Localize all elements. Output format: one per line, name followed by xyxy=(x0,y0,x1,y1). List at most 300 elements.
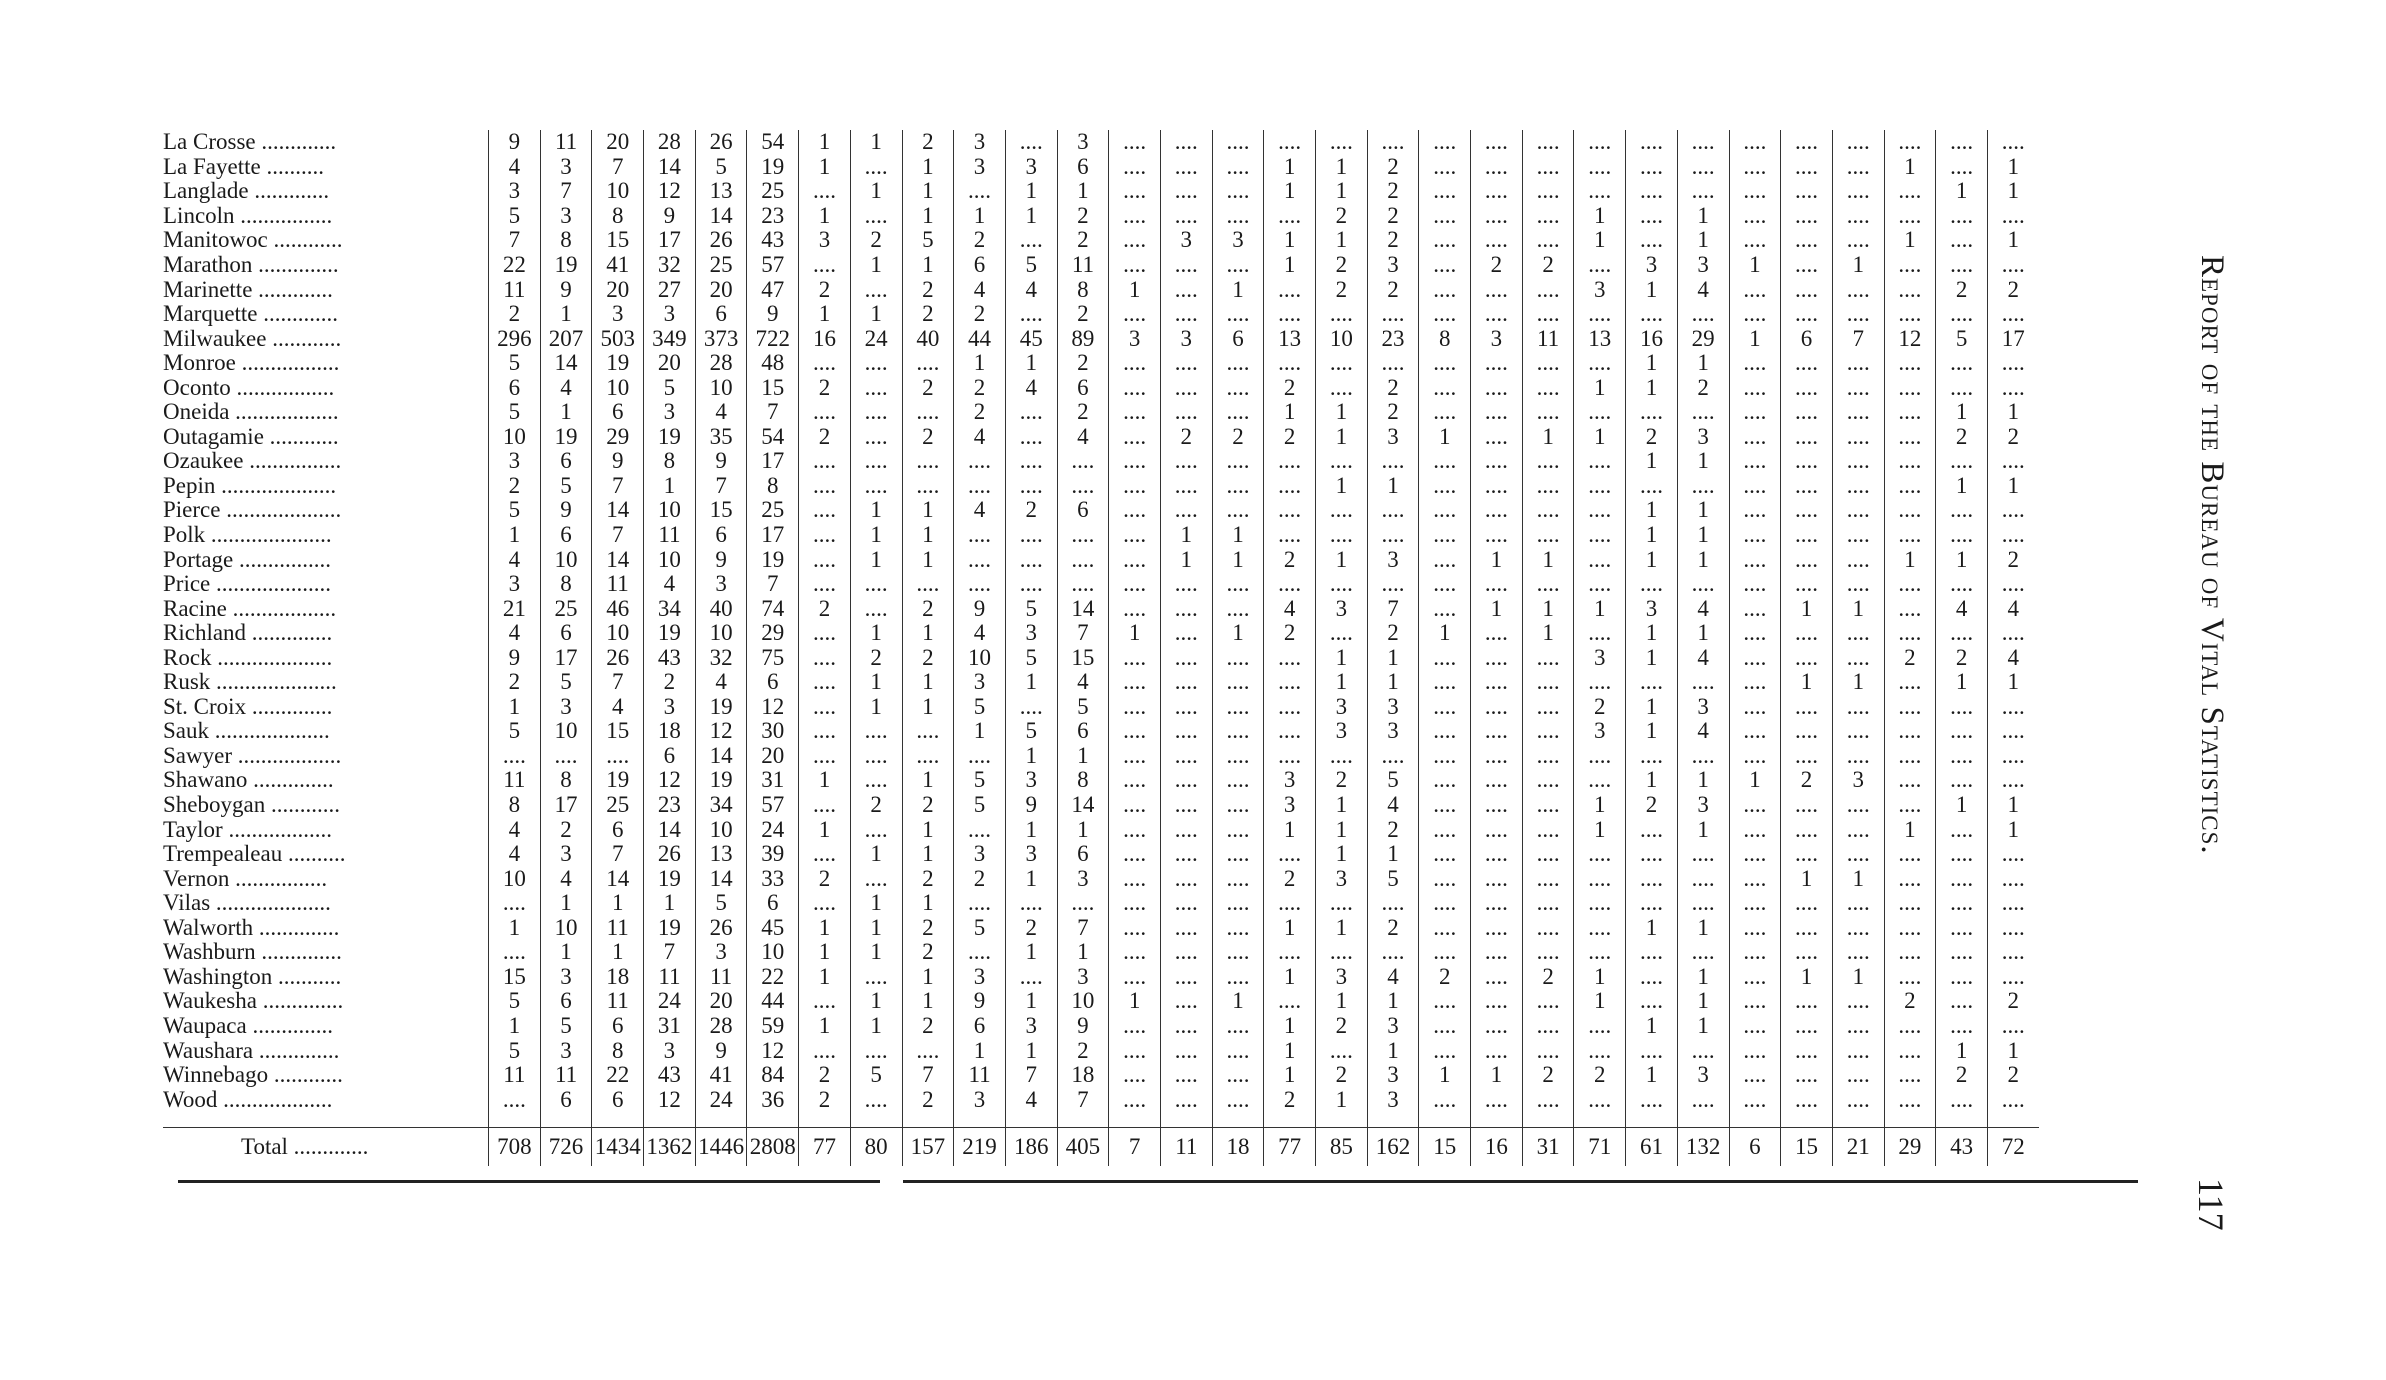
table-cell: .... xyxy=(1884,572,1936,597)
table-cell: 2 xyxy=(1005,916,1057,941)
table-cell: .... xyxy=(1419,1014,1471,1039)
table-cell: .... xyxy=(1471,842,1523,867)
table-cell: .... xyxy=(1729,425,1781,450)
table-cell: 11 xyxy=(1522,326,1574,351)
table-cell: .... xyxy=(1419,547,1471,572)
table-cell: .... xyxy=(1884,670,1936,695)
table-cell: .... xyxy=(850,768,902,793)
table-cell: .... xyxy=(1160,474,1212,499)
table-cell: .... xyxy=(1160,989,1212,1014)
table-cell: .... xyxy=(1832,842,1884,867)
table-cell: .... xyxy=(1781,891,1833,916)
table-cell: 6 xyxy=(592,400,644,425)
table-cell: 7 xyxy=(592,155,644,180)
table-cell: 1 xyxy=(1160,547,1212,572)
spacer-cell xyxy=(1316,1112,1368,1128)
table-cell: .... xyxy=(1729,744,1781,769)
table-cell: 1 xyxy=(1005,866,1057,891)
table-cell: .... xyxy=(1987,940,2038,965)
county-name: Racine .................. xyxy=(163,596,337,621)
table-cell: .... xyxy=(1522,130,1574,155)
table-cell: .... xyxy=(1109,351,1161,376)
table-cell: 3 xyxy=(540,1038,592,1063)
spacer-cell xyxy=(1626,1112,1678,1128)
table-cell: .... xyxy=(1781,425,1833,450)
table-cell: .... xyxy=(1729,891,1781,916)
table-cell: .... xyxy=(1677,572,1729,597)
table-cell: 7 xyxy=(747,400,799,425)
table-cell: .... xyxy=(1936,940,1988,965)
table-cell: .... xyxy=(1729,523,1781,548)
table-cell: .... xyxy=(1264,523,1316,548)
table-cell: 1 xyxy=(1677,965,1729,990)
table-cell: .... xyxy=(1419,768,1471,793)
table-cell: .... xyxy=(1109,916,1161,941)
table-cell: 1 xyxy=(1574,817,1626,842)
county-name: Marquette ............. xyxy=(163,301,339,327)
table-cell: .... xyxy=(1574,768,1626,793)
table-cell: .... xyxy=(1626,989,1678,1014)
table-cell: 22 xyxy=(747,965,799,990)
county-name: Portage ................ xyxy=(163,547,332,572)
table-cell: .... xyxy=(1832,449,1884,474)
table-cell: .... xyxy=(1987,965,2038,990)
table-cell: 74 xyxy=(747,596,799,621)
table-cell: .... xyxy=(1729,866,1781,891)
table-cell: .... xyxy=(1729,474,1781,499)
table-cell: .... xyxy=(1367,940,1419,965)
table-cell: .... xyxy=(1367,572,1419,597)
table-cell: 2 xyxy=(1987,547,2038,572)
table-cell: .... xyxy=(1419,719,1471,744)
table-cell: 3 xyxy=(1471,326,1523,351)
table-cell: .... xyxy=(1522,572,1574,597)
table-cell: .... xyxy=(1419,891,1471,916)
county-name: Washburn .............. xyxy=(163,940,342,965)
table-cell: .... xyxy=(1160,498,1212,523)
table-cell: 2 xyxy=(799,425,851,450)
table-cell: .... xyxy=(1160,179,1212,204)
table-cell: .... xyxy=(1160,204,1212,229)
table-cell: 1 xyxy=(1626,621,1678,646)
table-cell: 47 xyxy=(747,277,799,302)
table-cell: 1 xyxy=(1677,989,1729,1014)
table-cell: 7 xyxy=(695,474,747,499)
table-cell: 1 xyxy=(850,891,902,916)
table-cell: 3 xyxy=(644,400,696,425)
table-cell: .... xyxy=(902,449,954,474)
table-cell: 1 xyxy=(1264,1038,1316,1063)
table-cell: .... xyxy=(1729,400,1781,425)
table-cell: .... xyxy=(1419,449,1471,474)
table-cell: 19 xyxy=(695,695,747,720)
table-cell: 12 xyxy=(747,695,799,720)
table-cell: .... xyxy=(1212,719,1264,744)
table-cell: 5 xyxy=(489,498,541,523)
total-cell: 162 xyxy=(1367,1127,1419,1166)
table-cell: 1 xyxy=(1626,645,1678,670)
table-cell: .... xyxy=(1522,351,1574,376)
table-cell: .... xyxy=(1677,155,1729,180)
table-cell: 2 xyxy=(799,375,851,400)
table-cell: .... xyxy=(1884,940,1936,965)
table-cell: .... xyxy=(1264,474,1316,499)
table-cell: 1 xyxy=(1109,277,1161,302)
table-cell: .... xyxy=(1471,277,1523,302)
table-cell: .... xyxy=(1729,719,1781,744)
table-cell: 2 xyxy=(1316,768,1368,793)
county-name: Langlade ............. xyxy=(163,179,330,204)
table-cell: .... xyxy=(1160,817,1212,842)
table-cell: 19 xyxy=(644,621,696,646)
table-cell: .... xyxy=(1419,695,1471,720)
table-cell: 1 xyxy=(1936,670,1988,695)
table-cell: 1 xyxy=(1316,670,1368,695)
table-cell: .... xyxy=(1729,1063,1781,1088)
table-cell: .... xyxy=(1419,572,1471,597)
table-cell: .... xyxy=(799,989,851,1014)
table-cell: .... xyxy=(1160,670,1212,695)
table-cell: .... xyxy=(1987,842,2038,867)
table-cell: .... xyxy=(1832,351,1884,376)
table-cell: 3 xyxy=(1160,228,1212,253)
running-head: Report of the Bureau of Vital Statistics. xyxy=(2194,255,2230,855)
table-cell: .... xyxy=(1574,940,1626,965)
table-cell: 40 xyxy=(695,596,747,621)
table-cell: .... xyxy=(1574,547,1626,572)
table-cell: .... xyxy=(1264,204,1316,229)
table-cell: 1 xyxy=(799,817,851,842)
table-cell: .... xyxy=(1781,375,1833,400)
table-cell: 2 xyxy=(902,302,954,327)
table-cell: .... xyxy=(1832,375,1884,400)
table-cell: 5 xyxy=(695,155,747,180)
table-cell: 16 xyxy=(1626,326,1678,351)
table-cell: .... xyxy=(1471,1087,1523,1112)
table-cell: .... xyxy=(1471,425,1523,450)
table-cell: 2 xyxy=(1057,302,1109,327)
table-cell: 2 xyxy=(1264,866,1316,891)
table-cell: 1 xyxy=(1781,596,1833,621)
table-cell: 1 xyxy=(1264,1063,1316,1088)
table-cell: .... xyxy=(1936,866,1988,891)
table-cell: .... xyxy=(1729,1087,1781,1112)
table-cell: .... xyxy=(1471,670,1523,695)
table-cell: 2 xyxy=(1367,621,1419,646)
table-cell: .... xyxy=(1936,228,1988,253)
table-cell: 18 xyxy=(1057,1063,1109,1088)
table-cell: 1 xyxy=(902,989,954,1014)
table-cell: .... xyxy=(1781,130,1833,155)
table-row xyxy=(163,351,2039,376)
table-cell: 2 xyxy=(954,228,1006,253)
table-cell: 1 xyxy=(850,130,902,155)
table-cell: 8 xyxy=(489,793,541,818)
table-cell: 11 xyxy=(489,277,541,302)
table-cell: 19 xyxy=(592,768,644,793)
table-cell: .... xyxy=(1419,130,1471,155)
table-cell: .... xyxy=(1160,768,1212,793)
county-name: Vilas .................... xyxy=(163,890,331,916)
table-cell: 1 xyxy=(1212,621,1264,646)
spacer-cell xyxy=(1522,1112,1574,1128)
table-cell: 5 xyxy=(489,989,541,1014)
table-cell: 4 xyxy=(1264,596,1316,621)
table-cell: .... xyxy=(489,891,541,916)
table-cell: .... xyxy=(1109,965,1161,990)
table-cell: .... xyxy=(1471,1014,1523,1039)
table-cell: .... xyxy=(1419,375,1471,400)
table-cell: 3 xyxy=(954,130,1006,155)
table-cell: 6 xyxy=(695,523,747,548)
table-cell: 207 xyxy=(540,326,592,351)
table-cell: 1 xyxy=(1884,817,1936,842)
table-cell: .... xyxy=(902,400,954,425)
table-cell: 7 xyxy=(1367,596,1419,621)
spacer-cell xyxy=(644,1112,696,1128)
total-cell: 29 xyxy=(1884,1127,1936,1166)
table-cell: 1 xyxy=(1729,253,1781,278)
table-cell: 4 xyxy=(1005,277,1057,302)
table-cell: .... xyxy=(1419,228,1471,253)
spacer-cell xyxy=(1419,1112,1471,1128)
table-cell: .... xyxy=(1522,204,1574,229)
table-cell: 2 xyxy=(954,866,1006,891)
table-cell: 9 xyxy=(592,449,644,474)
table-cell: 1 xyxy=(1057,940,1109,965)
table-cell: 1 xyxy=(1264,916,1316,941)
table-cell: .... xyxy=(799,621,851,646)
table-cell: 1 xyxy=(1626,695,1678,720)
table-row xyxy=(163,572,2039,597)
table-cell: 7 xyxy=(1057,916,1109,941)
table-row xyxy=(163,1014,2039,1039)
table-cell: 4 xyxy=(489,842,541,867)
county-name: Waukesha .............. xyxy=(163,989,344,1014)
table-cell: .... xyxy=(1419,302,1471,327)
table-cell: .... xyxy=(489,1087,541,1112)
table-cell: .... xyxy=(1884,842,1936,867)
table-cell: .... xyxy=(1626,228,1678,253)
table-cell: .... xyxy=(1987,621,2038,646)
table-cell: .... xyxy=(1884,695,1936,720)
table-cell: 17 xyxy=(1987,326,2038,351)
table-row xyxy=(163,130,2039,155)
table-cell: 2 xyxy=(954,375,1006,400)
table-cell: 41 xyxy=(695,1063,747,1088)
table-cell: 1 xyxy=(799,155,851,180)
table-cell: .... xyxy=(1832,817,1884,842)
table-cell: .... xyxy=(799,351,851,376)
table-cell: .... xyxy=(1987,375,2038,400)
table-cell: 10 xyxy=(747,940,799,965)
table-cell: .... xyxy=(1109,523,1161,548)
table-cell: 57 xyxy=(747,253,799,278)
table-cell: 11 xyxy=(644,965,696,990)
table-cell: .... xyxy=(1522,842,1574,867)
table-row xyxy=(163,1038,2039,1063)
table-cell: 2 xyxy=(1316,1063,1368,1088)
table-cell: 12 xyxy=(747,1038,799,1063)
table-cell: .... xyxy=(1574,302,1626,327)
table-cell: 8 xyxy=(644,449,696,474)
table-cell: 2 xyxy=(1987,277,2038,302)
table-cell: .... xyxy=(1160,719,1212,744)
table-cell: .... xyxy=(1781,1087,1833,1112)
table-cell: .... xyxy=(1987,523,2038,548)
table-cell: .... xyxy=(1729,1014,1781,1039)
table-cell: .... xyxy=(1471,916,1523,941)
table-cell: 5 xyxy=(954,768,1006,793)
table-cell: .... xyxy=(1471,744,1523,769)
table-cell: .... xyxy=(1677,891,1729,916)
table-cell: .... xyxy=(1626,965,1678,990)
table-cell: .... xyxy=(1936,302,1988,327)
table-cell: .... xyxy=(799,572,851,597)
county-name: Waupaca .............. xyxy=(163,1013,333,1038)
table-cell: 4 xyxy=(1987,596,2038,621)
table-cell: .... xyxy=(1987,449,2038,474)
total-cell: 708 xyxy=(489,1127,541,1166)
table-cell: 14 xyxy=(1057,793,1109,818)
table-cell: .... xyxy=(1522,891,1574,916)
table-cell: .... xyxy=(1419,842,1471,867)
table-cell: .... xyxy=(1781,523,1833,548)
table-cell: 28 xyxy=(695,351,747,376)
table-cell: .... xyxy=(1677,1038,1729,1063)
total-cell: 16 xyxy=(1471,1127,1523,1166)
table-cell: 34 xyxy=(644,596,696,621)
table-cell: 3 xyxy=(1367,1014,1419,1039)
county-name: Sheboygan ............ xyxy=(163,792,340,818)
table-cell: .... xyxy=(1522,817,1574,842)
table-cell: 3 xyxy=(1367,253,1419,278)
table-cell: 3 xyxy=(1057,130,1109,155)
table-cell: .... xyxy=(1367,744,1419,769)
bottom-rule-right xyxy=(903,1180,2138,1183)
table-cell: 3 xyxy=(540,965,592,990)
table-cell: 2 xyxy=(1316,1014,1368,1039)
table-cell: 3 xyxy=(954,1087,1006,1112)
table-cell: .... xyxy=(1160,645,1212,670)
table-cell: .... xyxy=(1729,989,1781,1014)
table-cell: 48 xyxy=(747,351,799,376)
table-cell: 3 xyxy=(489,572,541,597)
table-cell: 1 xyxy=(1522,596,1574,621)
table-cell: 14 xyxy=(592,498,644,523)
table-cell: 9 xyxy=(954,596,1006,621)
spacer-cell xyxy=(163,1112,489,1128)
table-cell: 3 xyxy=(1367,425,1419,450)
table-cell: 8 xyxy=(1057,277,1109,302)
table-cell: .... xyxy=(1574,621,1626,646)
table-cell: 11 xyxy=(1057,253,1109,278)
table-cell: .... xyxy=(1729,940,1781,965)
table-cell: .... xyxy=(1109,596,1161,621)
table-cell: 1 xyxy=(1419,1063,1471,1088)
table-cell: .... xyxy=(1109,375,1161,400)
table-cell: .... xyxy=(1781,744,1833,769)
table-cell: .... xyxy=(1574,523,1626,548)
table-cell: 1 xyxy=(1264,155,1316,180)
table-cell: 722 xyxy=(747,326,799,351)
table-cell: 1 xyxy=(850,940,902,965)
table-cell: .... xyxy=(1057,449,1109,474)
table-cell: 18 xyxy=(592,965,644,990)
table-cell: .... xyxy=(1936,1087,1988,1112)
table-cell: .... xyxy=(1884,474,1936,499)
table-cell: .... xyxy=(1160,1063,1212,1088)
table-cell: 1 xyxy=(1729,326,1781,351)
table-cell: 1 xyxy=(1005,1038,1057,1063)
table-cell: .... xyxy=(954,891,1006,916)
table-cell: 20 xyxy=(695,989,747,1014)
table-cell: .... xyxy=(1005,572,1057,597)
table-cell: .... xyxy=(1109,842,1161,867)
table-cell: .... xyxy=(1936,891,1988,916)
table-cell: .... xyxy=(1471,179,1523,204)
table-cell: 11 xyxy=(489,1063,541,1088)
table-cell: 1 xyxy=(1987,400,2038,425)
table-cell: .... xyxy=(1419,866,1471,891)
table-cell: 89 xyxy=(1057,326,1109,351)
table-cell: 45 xyxy=(747,916,799,941)
table-cell: .... xyxy=(1109,940,1161,965)
table-cell: .... xyxy=(1832,302,1884,327)
table-cell: 3 xyxy=(1574,277,1626,302)
table-cell: .... xyxy=(1522,155,1574,180)
table-cell: 28 xyxy=(695,1014,747,1039)
table-row xyxy=(163,204,2039,229)
table-cell: .... xyxy=(1212,449,1264,474)
county-name: Manitowoc ............ xyxy=(163,228,343,253)
table-cell: 1 xyxy=(799,302,851,327)
table-cell: .... xyxy=(1109,1014,1161,1039)
table-cell: .... xyxy=(1471,621,1523,646)
table-cell: .... xyxy=(1832,277,1884,302)
table-cell: 2 xyxy=(1367,179,1419,204)
total-cell: 1362 xyxy=(644,1127,696,1166)
table-cell: .... xyxy=(799,793,851,818)
table-cell: .... xyxy=(1471,228,1523,253)
table-row xyxy=(163,400,2039,425)
county-name: Marinette ............. xyxy=(163,277,333,302)
table-cell: .... xyxy=(850,1038,902,1063)
table-row xyxy=(163,228,2039,253)
table-cell: 15 xyxy=(695,498,747,523)
table-cell: 6 xyxy=(540,449,592,474)
table-cell: .... xyxy=(1109,645,1161,670)
table-cell: .... xyxy=(1160,596,1212,621)
table-cell: 1 xyxy=(850,498,902,523)
table-cell: 1 xyxy=(1522,621,1574,646)
total-cell: 1434 xyxy=(592,1127,644,1166)
table-cell: 1 xyxy=(850,523,902,548)
table-cell: .... xyxy=(1212,891,1264,916)
table-cell: 2 xyxy=(902,1087,954,1112)
table-cell: .... xyxy=(1574,916,1626,941)
table-cell: .... xyxy=(1005,965,1057,990)
table-cell: .... xyxy=(1419,645,1471,670)
table-cell: .... xyxy=(1522,768,1574,793)
table-cell: 10 xyxy=(1057,989,1109,1014)
county-name: Winnebago ............ xyxy=(163,1062,343,1088)
table-cell: .... xyxy=(1884,400,1936,425)
table-cell: 4 xyxy=(1057,670,1109,695)
table-cell: 1 xyxy=(644,474,696,499)
spacer-cell xyxy=(1471,1112,1523,1128)
table-cell: .... xyxy=(1781,793,1833,818)
